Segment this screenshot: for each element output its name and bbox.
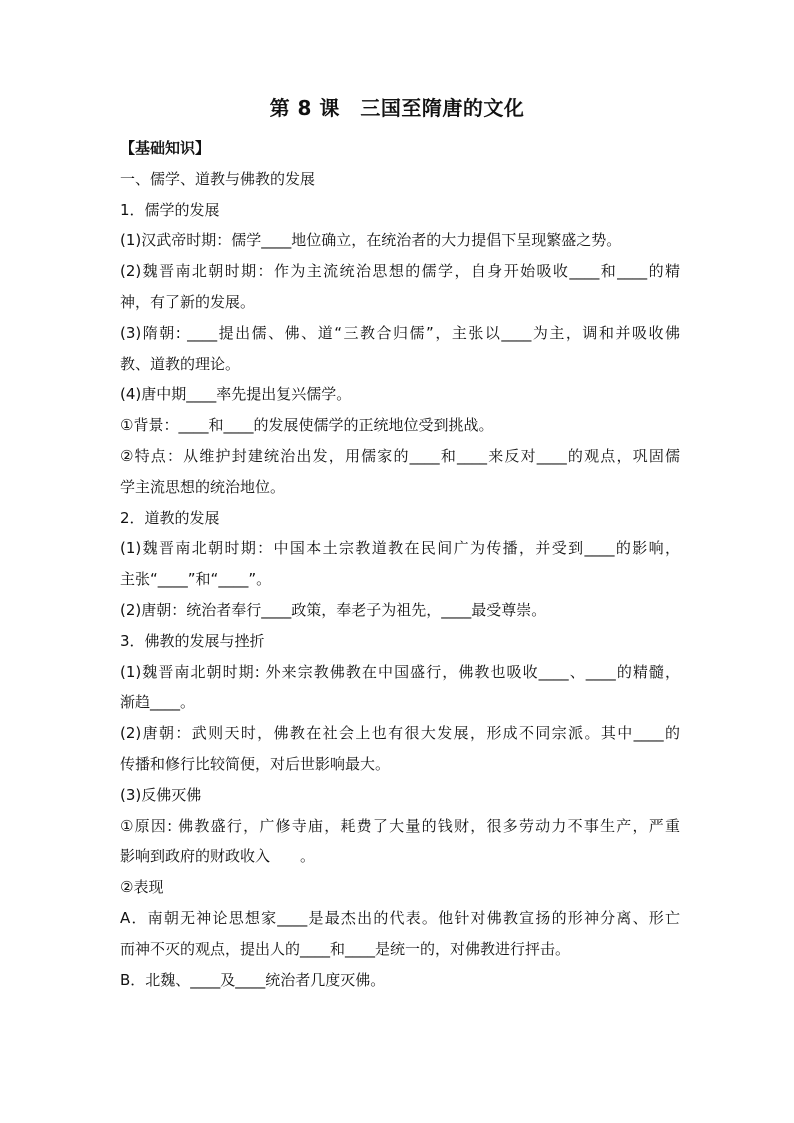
text-line: (1)魏晋南北朝时期：中国本土宗教道教在民间广为传播，并受到____的影响， bbox=[120, 539, 680, 558]
text-line: 学主流思想的统治地位。 bbox=[120, 477, 286, 496]
text-line: ②表现 bbox=[120, 878, 164, 897]
text-line: (1)魏晋南北朝时期: 外来宗教佛教在中国盛行，佛教也吸收____、____的精髓， bbox=[120, 662, 680, 681]
subheading-taoism: 2．道教的发展 bbox=[120, 508, 220, 527]
text-line: 神，有了新的发展。 bbox=[120, 292, 256, 311]
section-heading-basic-knowledge: 【基础知识】 bbox=[120, 139, 211, 157]
text-line: 主张“____”和“____”。 bbox=[120, 570, 272, 589]
text-line: 渐趋____。 bbox=[120, 693, 196, 712]
text-line: (3)隋朝: ____提出儒、佛、道“三教合归儒”，主张以____为主，调和并吸收佛 bbox=[120, 323, 680, 342]
text-line: (3)反佛灭佛 bbox=[120, 785, 202, 804]
text-line: (1)汉武帝时期：儒学____地位确立，在统治者的大力提倡下呈现繁盛之势。 bbox=[120, 231, 622, 250]
lesson-title: 第 8 课 三国至隋唐的文化 bbox=[269, 96, 525, 120]
subheading-buddhism: 3．佛教的发展与挫折 bbox=[120, 631, 265, 650]
text-line: 教、道教的理论。 bbox=[120, 354, 241, 373]
text-line: ①背景：____和____的发展使儒学的正统地位受到挑战。 bbox=[120, 416, 494, 435]
text-line: ②特点：从维护封建统治出发，用儒家的____和____来反对____的观点，巩固儒 bbox=[120, 446, 680, 465]
text-line: (2)唐朝：统治者奉行____政策，奉老子为祖先，____最受尊崇。 bbox=[120, 600, 547, 619]
text-line: (2)唐朝：武则天时，佛教在社会上也有很大发展，形成不同宗派。其中____的 bbox=[120, 724, 680, 743]
document-body bbox=[120, 133, 680, 995]
text-line: A．南朝无神论思想家____是最杰出的代表。他针对佛教宣扬的形神分离、形亡 bbox=[120, 908, 680, 927]
text-line: 而神不灭的观点，提出人的____和____是统一的，对佛教进行抨击。 bbox=[120, 939, 571, 958]
subheading-confucianism: 1．儒学的发展 bbox=[120, 200, 220, 219]
text-line: 影响到政府的财政收入 。 bbox=[120, 847, 316, 866]
text-line: B．北魏、____及____统治者几度灭佛。 bbox=[120, 970, 386, 989]
text-line: ①原因: 佛教盛行，广修寺庙，耗费了大量的钱财，很多劳动力不事生产，严重 bbox=[120, 816, 680, 835]
text-line: (2)魏晋南北朝时期：作为主流统治思想的儒学，自身开始吸收____和____的精 bbox=[120, 262, 680, 281]
text-line: (4)唐中期____率先提出复兴儒学。 bbox=[120, 385, 352, 404]
text-line: 传播和修行比较简便，对后世影响最大。 bbox=[120, 754, 391, 773]
section-heading-confucianism-taoism-buddhism: 一、儒学、道教与佛教的发展 bbox=[120, 169, 316, 188]
